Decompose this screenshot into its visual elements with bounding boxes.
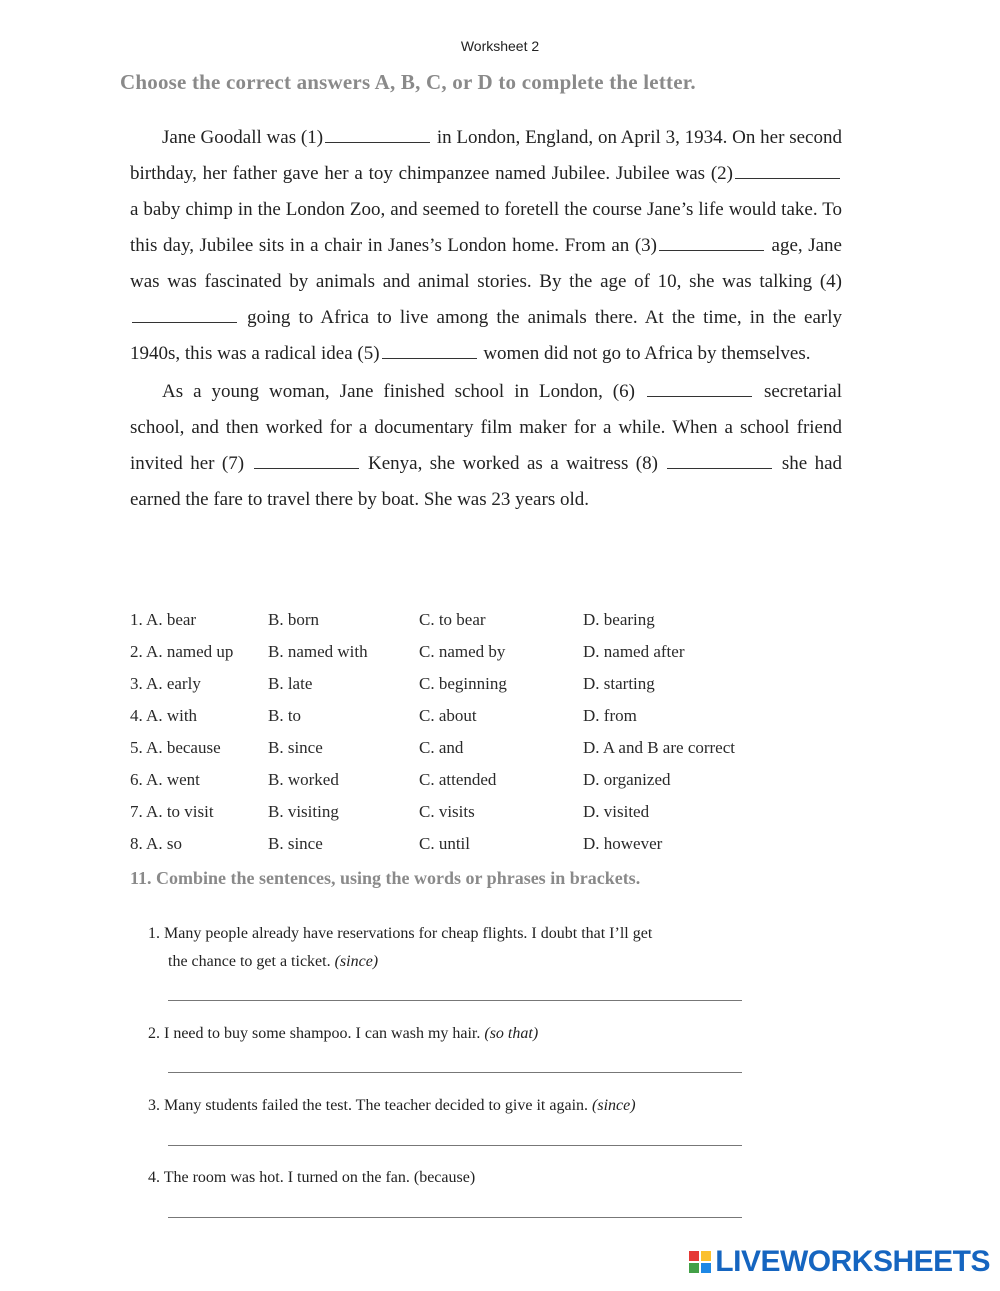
choice-option[interactable]: D. visited <box>583 802 650 821</box>
choice-option[interactable]: 3. A. early <box>130 674 201 693</box>
choice-option[interactable]: B. since <box>268 738 323 757</box>
blank-3[interactable] <box>659 232 764 251</box>
answer-input-4[interactable] <box>168 1195 742 1218</box>
choice-row-7 <box>130 798 770 830</box>
choice-row-3 <box>130 670 770 702</box>
blank-7[interactable] <box>254 450 359 469</box>
choice-option[interactable]: D. however <box>583 834 663 853</box>
choice-option[interactable]: B. to <box>268 706 302 725</box>
task-1: 1. Many people already have reservations for cheap flights. I doubt that I’ll get the chance to get a ticket. (since) <box>148 925 653 970</box>
blank-5[interactable] <box>382 340 477 359</box>
answer-input-1[interactable] <box>168 978 742 1001</box>
logo-text: LIVEWORKSHEETS <box>715 1245 990 1278</box>
choice-option[interactable]: 6. A. went <box>130 770 200 789</box>
task-hint: (so that) <box>484 1025 539 1042</box>
choice-option[interactable]: D. named after <box>583 642 685 661</box>
answer-input-3[interactable] <box>168 1123 742 1146</box>
section2-heading: 11. Combine the sentences, using the words or phrases in brackets. <box>130 868 641 888</box>
blank-8[interactable] <box>667 450 772 469</box>
choice-option[interactable]: C. about <box>419 706 477 725</box>
choice-option[interactable]: 5. A. because <box>130 738 221 757</box>
choice-option[interactable]: B. since <box>268 834 323 853</box>
blank-1[interactable] <box>325 124 430 143</box>
choice-row-6 <box>130 766 770 798</box>
task-3: 3. Many students failed the test. The teacher decided to give it again. (since) <box>148 1097 636 1114</box>
choice-option[interactable]: B. born <box>268 610 319 629</box>
choice-option[interactable]: C. attended <box>419 770 497 789</box>
choice-option[interactable]: B. visiting <box>268 802 339 821</box>
choice-option[interactable]: D. starting <box>583 674 655 693</box>
page-title: Worksheet 2 <box>460 38 540 54</box>
choice-row-4 <box>130 702 770 734</box>
choice-row-8 <box>130 830 770 862</box>
choice-option[interactable]: C. beginning <box>419 674 507 693</box>
choice-option[interactable]: D. from <box>583 706 637 725</box>
task-hint: (since) <box>334 953 379 970</box>
choice-option[interactable]: 8. A. so <box>130 834 182 853</box>
choice-option[interactable]: C. to bear <box>419 610 486 629</box>
answer-input-2[interactable] <box>168 1050 742 1073</box>
choice-option[interactable]: C. until <box>419 834 471 853</box>
logo-icon <box>689 1251 711 1273</box>
choice-option[interactable]: B. named with <box>268 642 368 661</box>
blank-2[interactable] <box>735 160 840 179</box>
choice-option[interactable]: 2. A. named up <box>130 642 234 661</box>
blank-6[interactable] <box>647 378 752 397</box>
section1-instruction: Choose the correct answers A, B, C, or D to complete the letter. <box>120 70 696 94</box>
choice-row-5 <box>130 734 770 766</box>
choice-option[interactable]: D. bearing <box>583 610 655 629</box>
blank-4[interactable] <box>132 304 237 323</box>
choice-option[interactable]: 1. A. bear <box>130 610 197 629</box>
choice-option[interactable]: C. and <box>419 738 464 757</box>
choice-row-1 <box>130 606 770 638</box>
choice-option[interactable]: B. late <box>268 674 313 693</box>
choice-option[interactable]: D. organized <box>583 770 671 789</box>
task-hint: (since) <box>592 1097 636 1114</box>
paragraph-1: Jane Goodall was (1) in London, England, on April 3, 1934. On her second birthday, her father gave her a toy chimpanzee named Jubilee. Jubilee was (2) a baby chimp in the London Zoo, and seemed to foretell the course Jane’s life would take. To this day, Jubilee sits in a chair in Janes’s London home. From an (3) age, Jane was was fascinated by animals and animal stories. By the age of 10, she was talking (4) going to Africa to live among the animals there. At the time, in the early 1940s, this was a radical idea (5) women did not go to Africa by themselves. <box>130 120 842 372</box>
liveworksheets-logo <box>689 1245 990 1279</box>
answer-choices <box>130 606 770 862</box>
reading-passage <box>130 120 842 518</box>
choice-option[interactable]: C. visits <box>419 802 475 821</box>
task-4: 4. The room was hot. I turned on the fan. (because) <box>148 1169 476 1186</box>
choice-option[interactable]: C. named by <box>419 642 506 661</box>
task-2: 2. I need to buy some shampoo. I can wash my hair. (so that) <box>148 1025 539 1042</box>
choice-option[interactable]: 7. A. to visit <box>130 802 214 821</box>
paragraph-2: As a young woman, Jane finished school in London, (6) secretarial school, and then worked for a documentary film maker for a while. When a school friend invited her (7) Kenya, she worked as a waitress (8) she had earned the fare to travel there by boat. She was 23 years old. <box>130 374 842 518</box>
choice-option[interactable]: B. worked <box>268 770 339 789</box>
choice-row-2 <box>130 638 770 670</box>
choice-option[interactable]: 4. A. with <box>130 706 198 725</box>
choice-option[interactable]: D. A and B are correct <box>583 738 735 757</box>
